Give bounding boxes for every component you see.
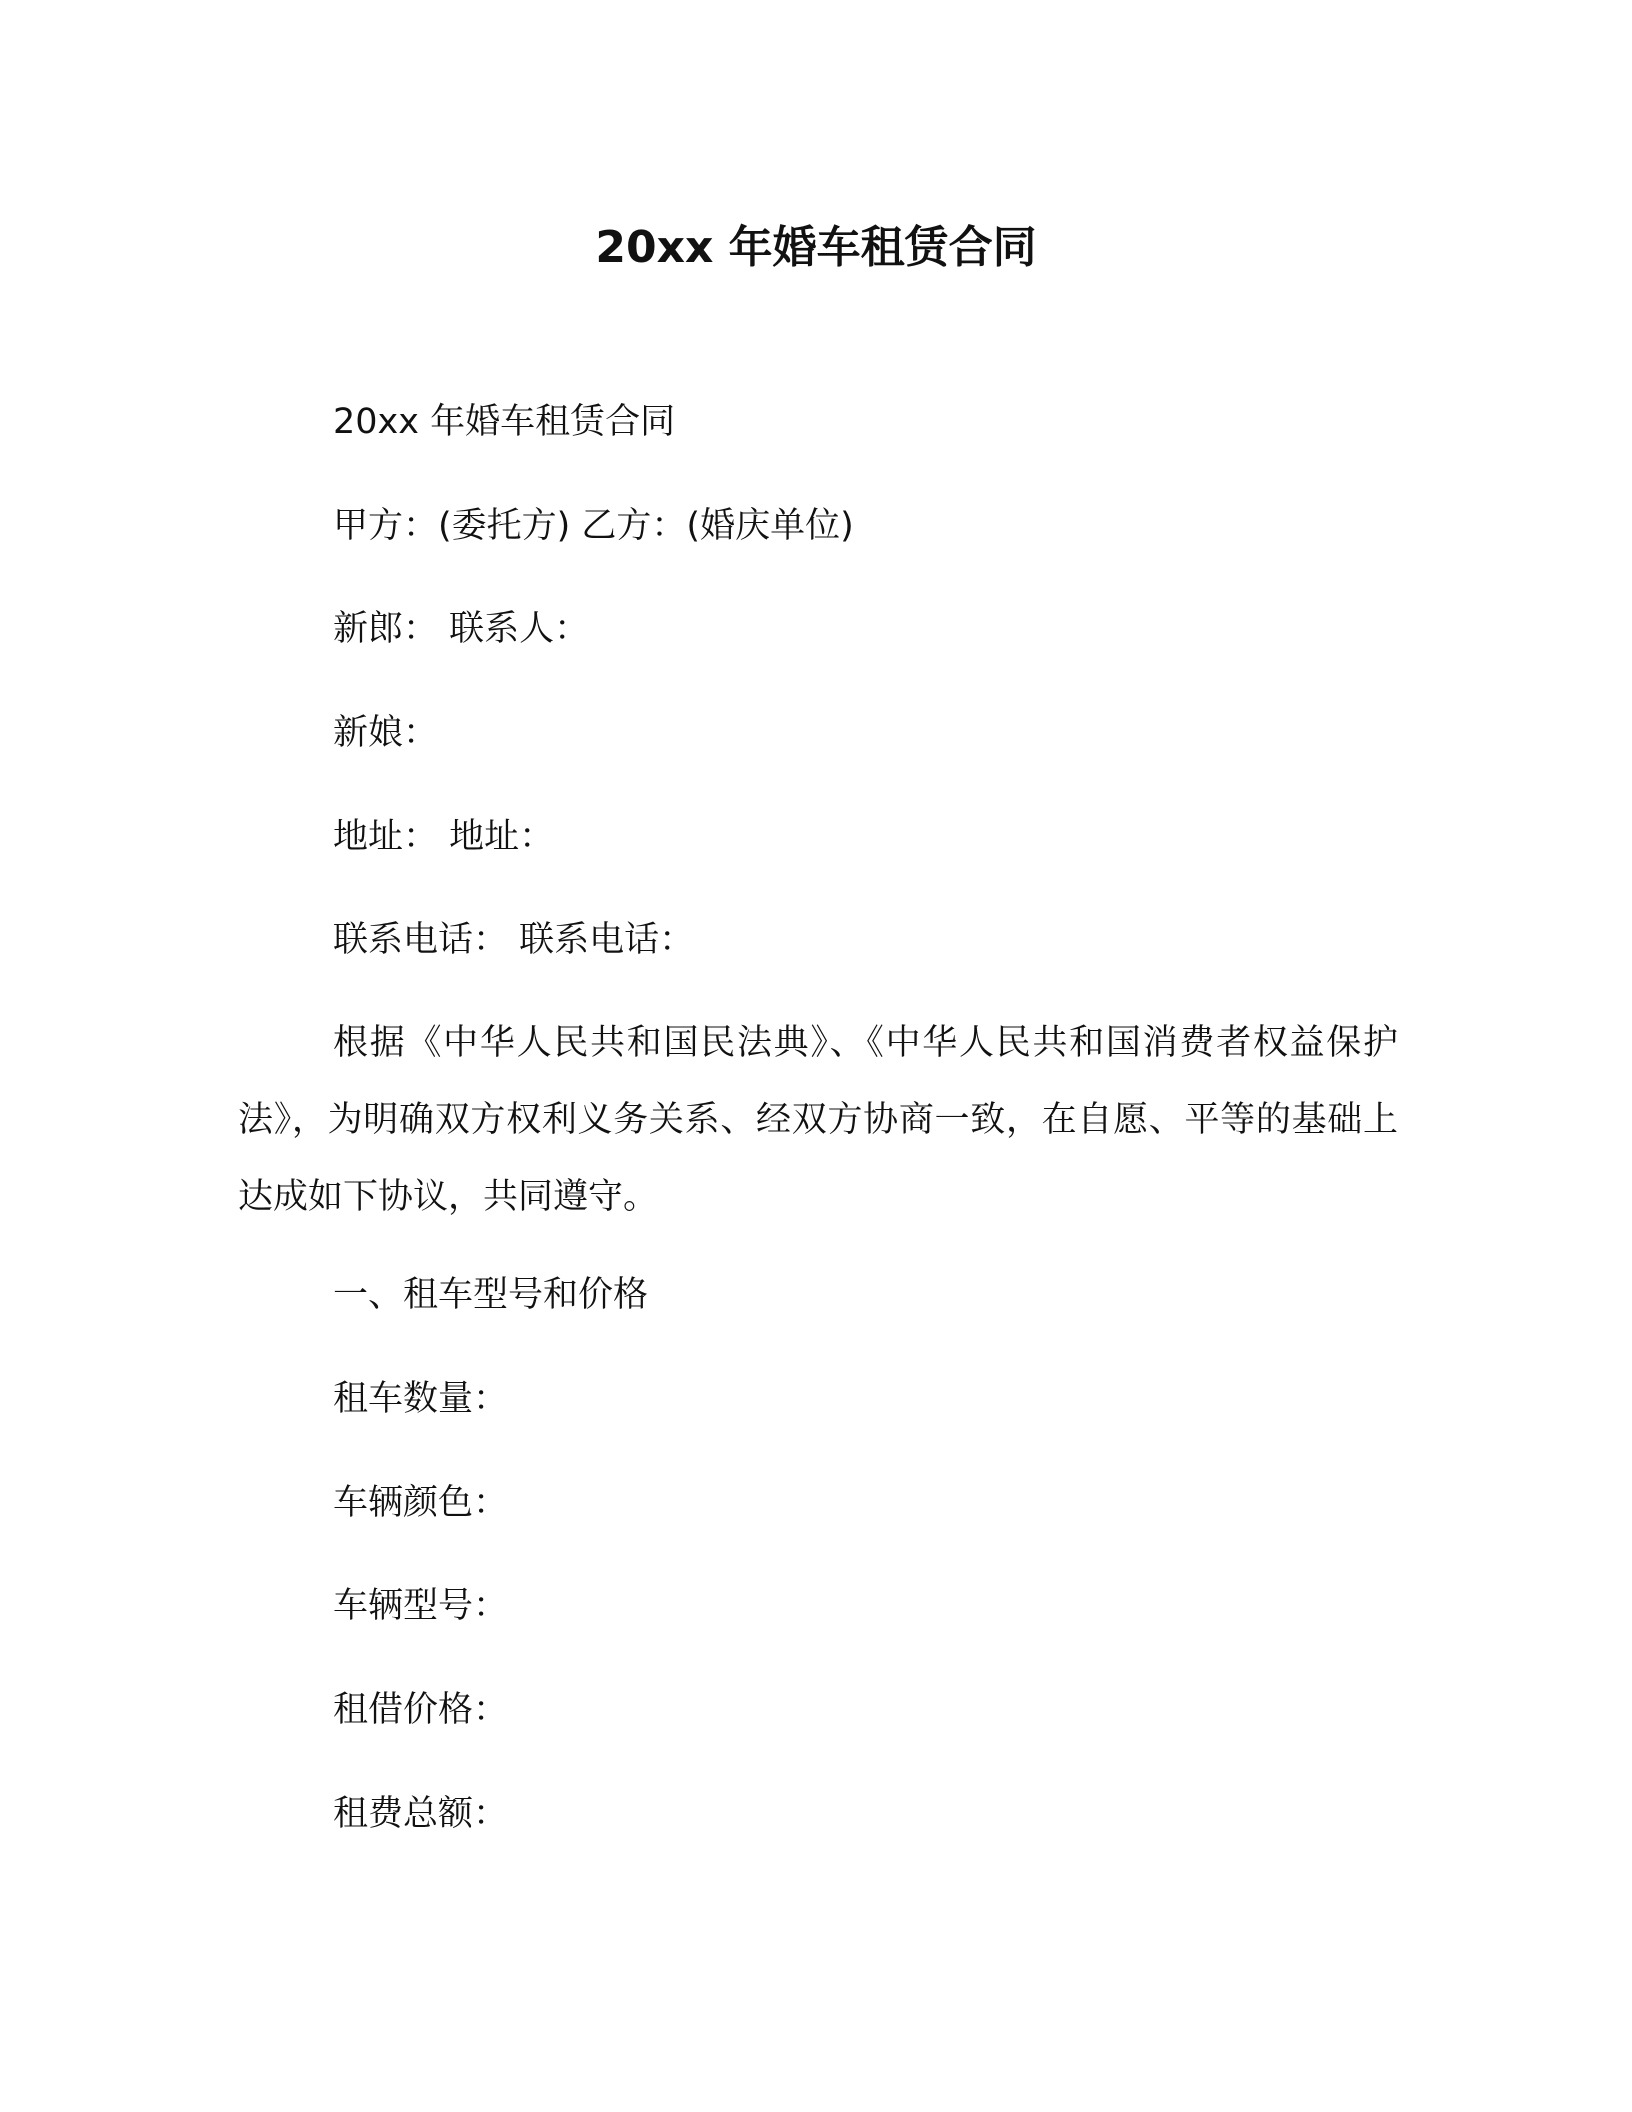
address-line: 地址： 地址：: [333, 817, 555, 857]
field-vehicle-model: 车辆型号：: [333, 1586, 509, 1626]
parties-line: 甲方：(委托方) 乙方：(婚庆单位): [333, 506, 854, 546]
bride-line: 新娘：: [333, 713, 439, 753]
phone-line: 联系电话： 联系电话：: [333, 920, 695, 960]
document-title: 20xx 年婚车租赁合同: [595, 222, 1037, 273]
section-1-heading: 一、租车型号和价格: [333, 1275, 649, 1315]
field-rental-total: 租费总额：: [333, 1794, 509, 1834]
groom-contact-line: 新郎： 联系人：: [333, 609, 590, 649]
field-rental-quantity: 租车数量：: [333, 1379, 509, 1419]
field-rental-price: 租借价格：: [333, 1690, 509, 1730]
document-subtitle: 20xx 年婚车租赁合同: [333, 402, 676, 442]
field-vehicle-color: 车辆颜色：: [333, 1483, 509, 1523]
preamble-paragraph: 根据《中华人民共和国民法典》、《中华人民共和国消费者权益保护法》，为明确双方权利义务关系、经双方协商一致，在自愿、平等的基础上达成如下协议，共同遵守。: [238, 1023, 1398, 1217]
